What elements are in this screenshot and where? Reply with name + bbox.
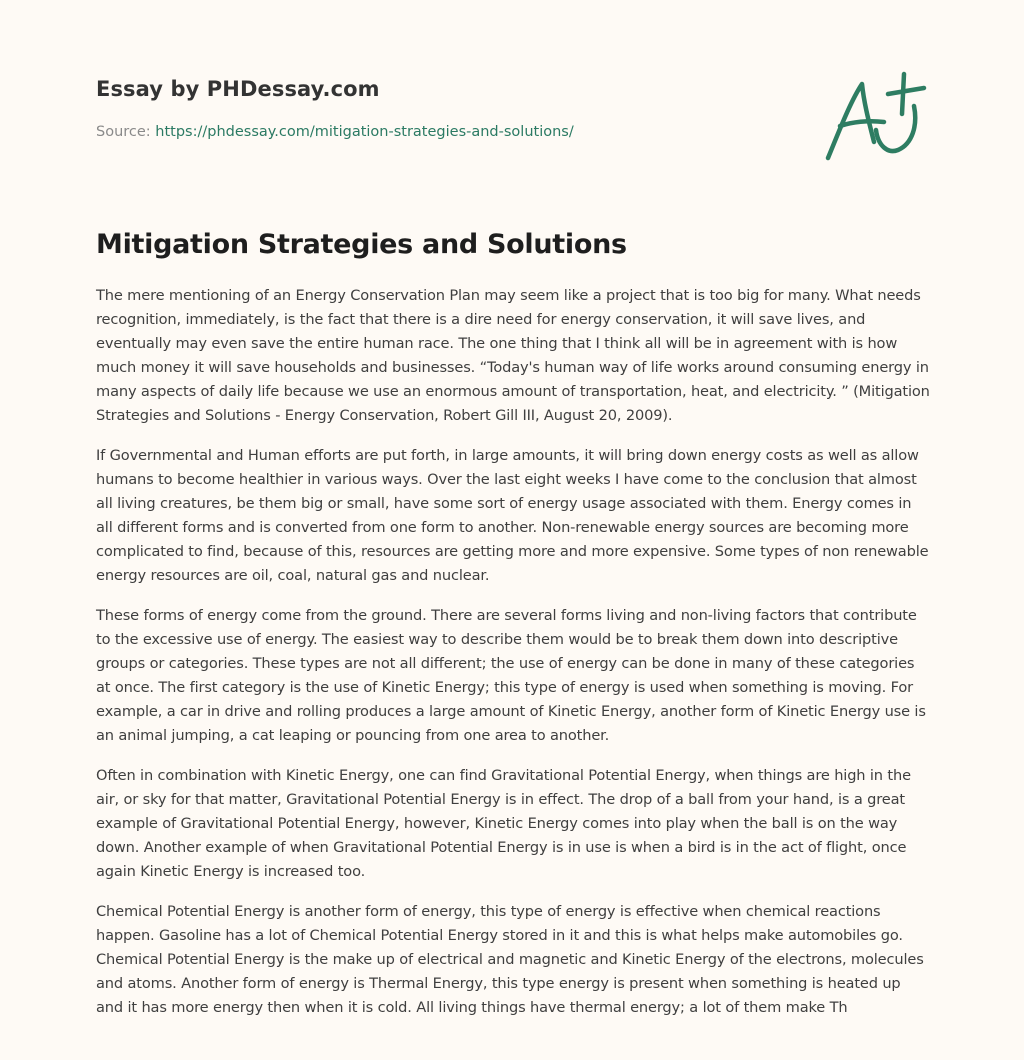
- source-line: [96, 122, 796, 142]
- a-plus-grade-icon: [818, 64, 930, 168]
- essay-paragraph: If Governmental and Human efforts are put forth, in large amounts, it will bring down energy costs as well as allow humans to become healthier in various ways. Over the last eight weeks I have come to the conclusion that almost all living creatures, be them big or small, have some sort of energy usage associated with them. Energy comes in all different forms and is converted from one form to another. Non-renewable energy sources are becoming more complicated to find, because of this, resources are getting more and more expensive. Some types of non renewable energy resources are oil, coal, natural gas and nuclear.: [96, 447, 929, 584]
- essay-title: Mitigation Strategies and Solutions: [96, 229, 627, 260]
- essay-paragraph: Chemical Potential Energy is another form of energy, this type of energy is effective when chemical reactions happen. Gasoline has a lot of Chemical Potential Energy stored in it and this is what helps make automobiles go. Chemical Potential Energy is the make up of electrical and magnetic and Kinetic Energy of the electrons, molecules and atoms. Another form of energy is Thermal Energy, this type energy is present when something is heated up and it has more energy then when it is cold. All living things have thermal energy; a lot of them make Th: [96, 903, 924, 1016]
- site-title: Essay by PHDessay.com: [96, 77, 380, 101]
- essay-paragraph: These forms of energy come from the ground. There are several forms living and non-living factors that contribute to the excessive use of energy. The easiest way to describe them would be to break them down into descriptive groups or categories. These types are not all different; the use of energy can be done in many of these categories at once. The first category is the use of Kinetic Energy; this type of energy is used when something is moving. For example, a car in drive and rolling produces a large amount of Kinetic Energy, another form of Kinetic Energy use is an animal jumping, a cat leaping or pouncing from one area to another.: [96, 607, 926, 744]
- essay-body: [96, 284, 932, 1036]
- source-link[interactable]: https://phdessay.com/mitigation-strategies-and-solutions/: [155, 124, 574, 140]
- essay-paragraph: The mere mentioning of an Energy Conservation Plan may seem like a project that is too big for many. What needs recognition, immediately, is the fact that there is a dire need for energy conservation, it will save lives, and eventually may even save the entire human race. The one thing that I think all will be in agreement with is how much money it will save households and businesses. “Today's human way of life works around consuming energy in many aspects of daily life because we use an enormous amount of transportation, heat, and electricity. ” (Mitigation Strategies and Solutions - Energy Conservation, Robert Gill III, August 20, 2009).: [96, 287, 930, 424]
- essay-header: [96, 74, 796, 142]
- essay-paragraph: Often in combination with Kinetic Energy, one can find Gravitational Potential Energy, when things are high in the air, or sky for that matter, Gravitational Potential Energy is in effect. The drop of a ball from your hand, is a great example of Gravitational Potential Energy, however, Kinetic Energy comes into play when the ball is on the way down. Another example of when Gravitational Potential Energy is in use is when a bird is in the act of flight, once again Kinetic Energy is increased too.: [96, 767, 911, 880]
- source-label: Source:: [96, 124, 156, 140]
